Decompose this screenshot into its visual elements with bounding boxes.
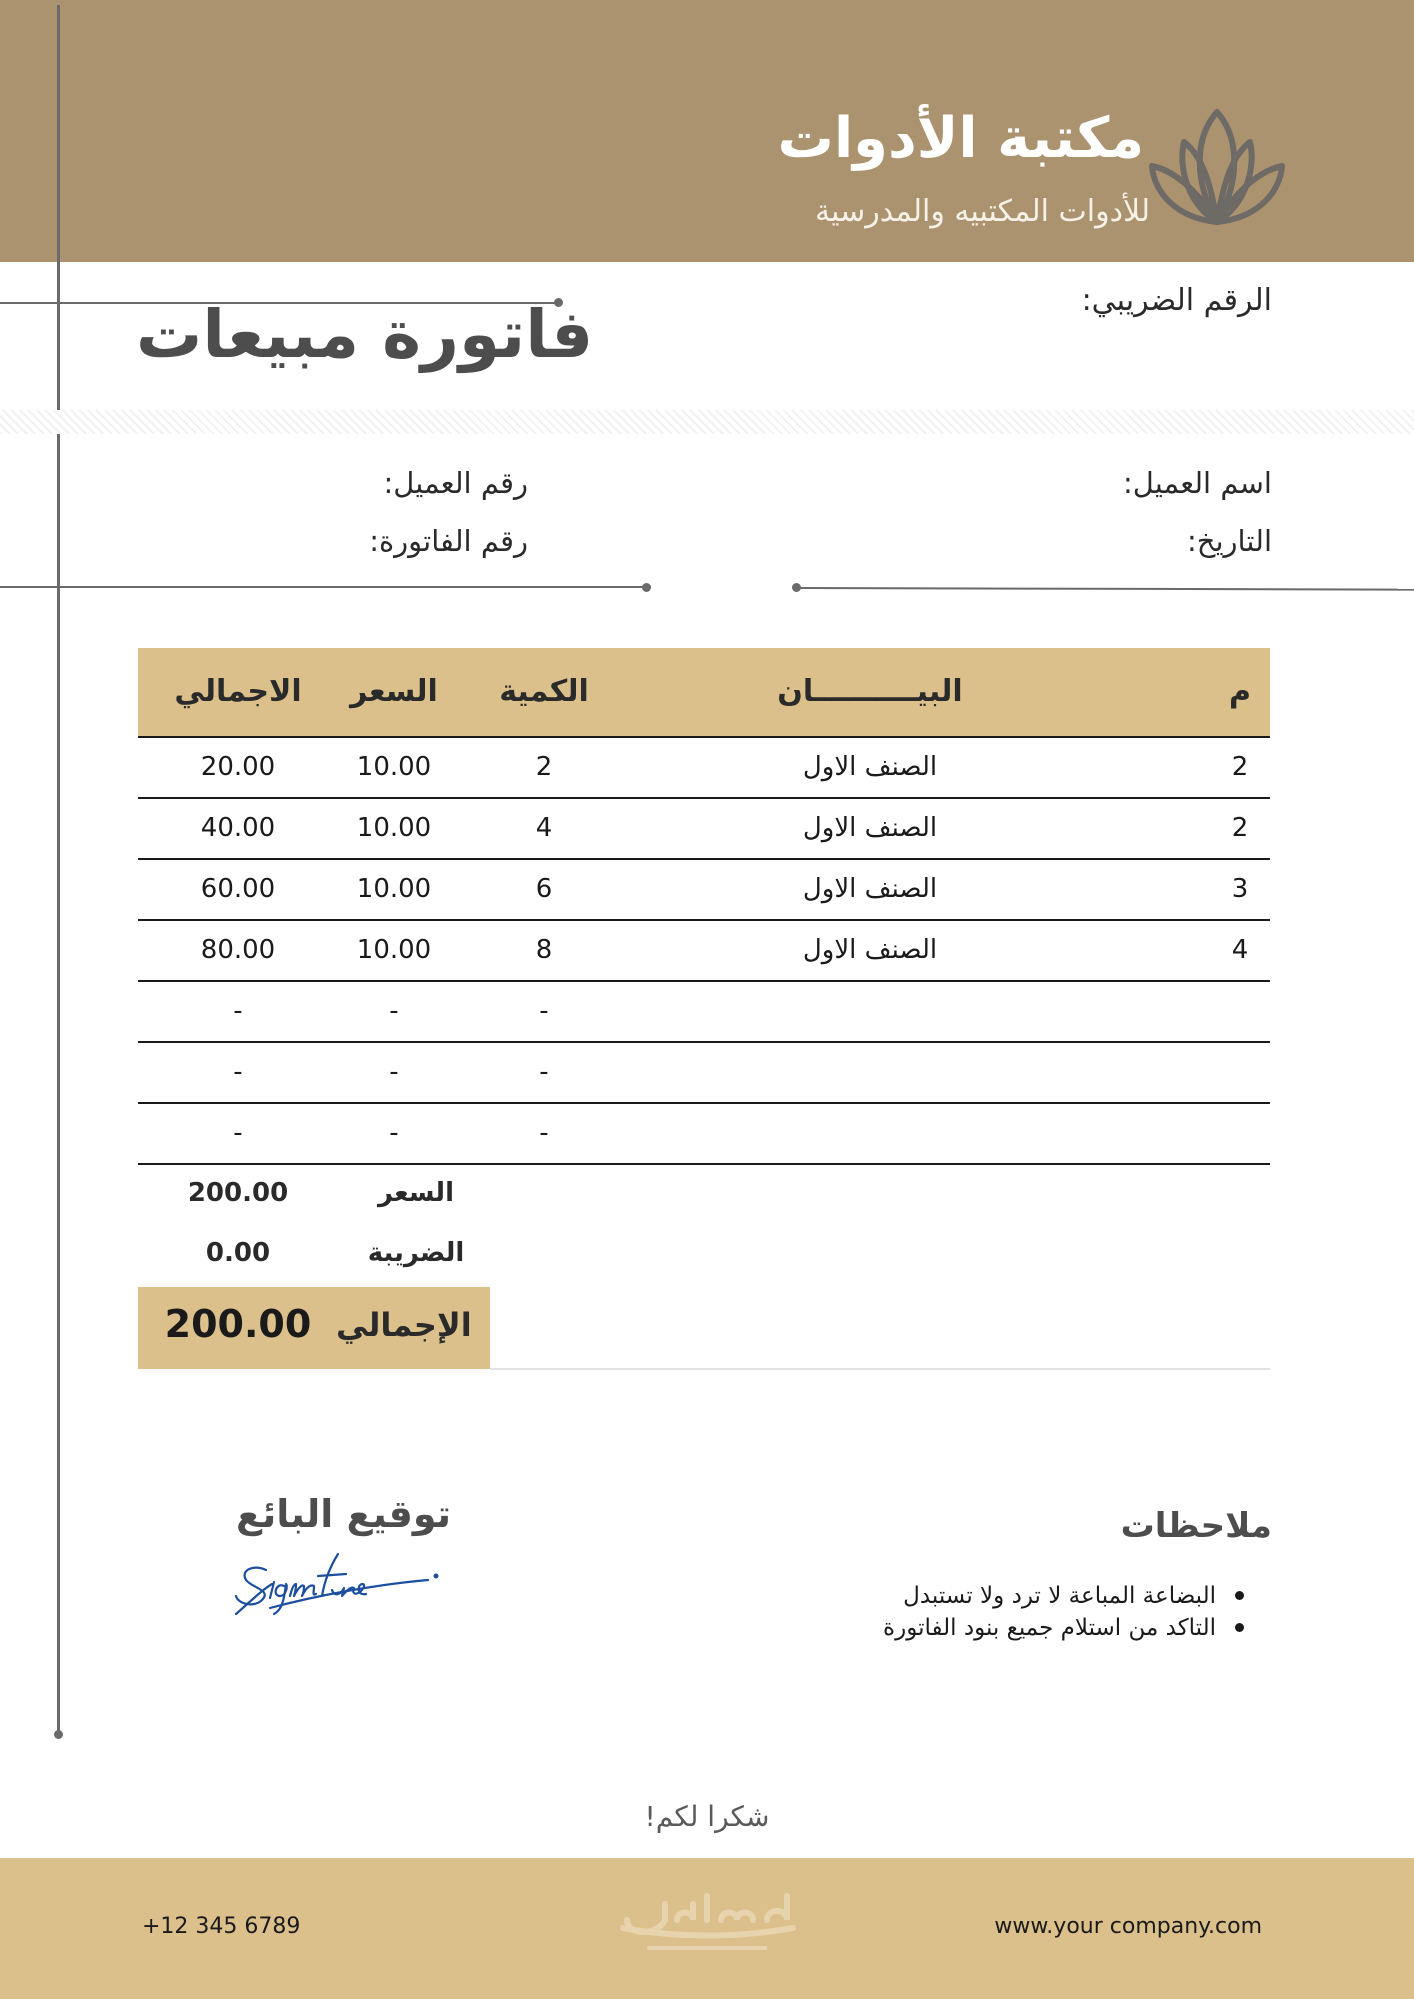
table-row bbox=[138, 799, 1270, 860]
seller-signature-title: توقيع البائع bbox=[236, 1492, 451, 1536]
notes-title: ملاحظات bbox=[1120, 1506, 1272, 1546]
cell-description: الصنف الاول bbox=[802, 874, 938, 904]
cell-index bbox=[1210, 1104, 1270, 1163]
list-item: التاكد من استلام جميع بنود الفاتورة bbox=[883, 1612, 1244, 1644]
customer-divider-left-dot bbox=[642, 583, 651, 592]
header-description: البيــــــــــان bbox=[777, 674, 963, 709]
cell-description bbox=[650, 1104, 1090, 1163]
cell-price: 10.00 bbox=[356, 874, 432, 904]
table-header bbox=[138, 648, 1270, 738]
header-index: م bbox=[1229, 674, 1251, 709]
list-item: البضاعة المباعة لا ترد ولا تستبدل bbox=[883, 1580, 1244, 1612]
cell-total: - bbox=[233, 996, 243, 1026]
cell-price: - bbox=[389, 1057, 399, 1087]
table-row bbox=[138, 982, 1270, 1043]
customer-divider-right bbox=[796, 587, 1414, 591]
customer-name-label: اسم العميل: bbox=[1122, 466, 1272, 500]
watermark-logo bbox=[617, 1880, 797, 1964]
grand-total-value: 200.00 bbox=[164, 1302, 312, 1346]
cell-index: 2 bbox=[1231, 813, 1249, 843]
header-quantity: الكمية bbox=[499, 674, 589, 709]
cell-index bbox=[1210, 1043, 1270, 1102]
tax-label: الضريبة bbox=[367, 1238, 465, 1268]
cell-quantity: 2 bbox=[535, 752, 553, 782]
hatch-divider bbox=[0, 410, 1414, 434]
thanks-message: شكرا لكم! bbox=[644, 1800, 770, 1833]
footer-phone: +12 345 6789 bbox=[142, 1914, 301, 1939]
invoice-number-label: رقم الفاتورة: bbox=[369, 524, 528, 558]
subtotal-label: السعر bbox=[378, 1178, 454, 1208]
cell-quantity: - bbox=[539, 996, 549, 1026]
cell-total: 80.00 bbox=[200, 935, 276, 965]
cell-price: - bbox=[389, 996, 399, 1026]
cell-description bbox=[650, 982, 1090, 1041]
cell-price: 10.00 bbox=[356, 935, 432, 965]
cell-price: 10.00 bbox=[356, 752, 432, 782]
cell-description: الصنف الاول bbox=[802, 935, 938, 965]
cell-total: 40.00 bbox=[200, 813, 276, 843]
cell-price: - bbox=[389, 1118, 399, 1148]
vertical-line-end-dot bbox=[54, 1730, 63, 1739]
cell-total: 20.00 bbox=[200, 752, 276, 782]
table-row bbox=[138, 1104, 1270, 1165]
header-total: الاجمالي bbox=[174, 674, 302, 709]
cell-quantity: 4 bbox=[535, 813, 553, 843]
cell-description: الصنف الاول bbox=[802, 813, 938, 843]
cell-total: - bbox=[233, 1118, 243, 1148]
table-row bbox=[138, 738, 1270, 799]
notes-list bbox=[883, 1580, 1244, 1644]
items-table bbox=[138, 648, 1270, 1165]
cell-price: 10.00 bbox=[356, 813, 432, 843]
header-price: السعر bbox=[350, 674, 438, 709]
cell-description: الصنف الاول bbox=[802, 752, 938, 782]
date-label: التاريخ: bbox=[1186, 524, 1272, 558]
footer-website: www.your company.com bbox=[994, 1914, 1262, 1939]
brand-subtitle: للأدوات المكتبيه والمدرسية bbox=[815, 194, 1150, 229]
lotus-logo-icon bbox=[1148, 108, 1286, 226]
table-row bbox=[138, 1043, 1270, 1104]
invoice-title: فاتورة مبيعات bbox=[136, 296, 594, 373]
cell-index: 4 bbox=[1231, 935, 1249, 965]
cell-quantity: - bbox=[539, 1057, 549, 1087]
brand-name: مكتبة الأدوات bbox=[777, 106, 1144, 171]
cell-description bbox=[650, 1043, 1090, 1102]
subtotal-value: 200.00 bbox=[187, 1178, 289, 1208]
summary-divider bbox=[490, 1368, 1270, 1370]
cell-index: 2 bbox=[1231, 752, 1249, 782]
table-row bbox=[138, 921, 1270, 982]
cell-quantity: 6 bbox=[535, 874, 553, 904]
grand-total-label: الإجمالي bbox=[336, 1306, 472, 1344]
customer-divider-right-dot bbox=[792, 583, 801, 592]
cell-quantity: 8 bbox=[535, 935, 553, 965]
cell-index bbox=[1210, 982, 1270, 1041]
cell-index: 3 bbox=[1231, 874, 1249, 904]
tax-number-label: الرقم الضريبي: bbox=[1081, 283, 1272, 318]
tax-value: 0.00 bbox=[205, 1238, 271, 1268]
cell-total: - bbox=[233, 1057, 243, 1087]
table-row bbox=[138, 860, 1270, 921]
vertical-divider-line bbox=[57, 5, 60, 1735]
customer-divider-left bbox=[0, 586, 648, 588]
customer-number-label: رقم العميل: bbox=[383, 466, 528, 500]
cell-total: 60.00 bbox=[200, 874, 276, 904]
handwritten-signature bbox=[232, 1540, 442, 1618]
cell-quantity: - bbox=[539, 1118, 549, 1148]
